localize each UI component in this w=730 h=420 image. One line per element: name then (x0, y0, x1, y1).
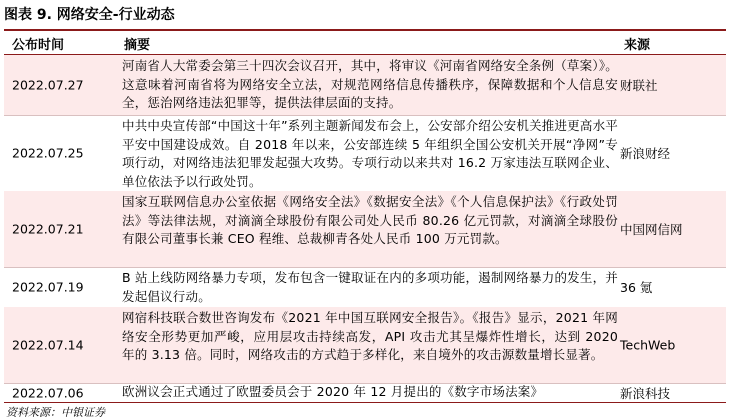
row-date: 2022.07.19 (12, 279, 84, 295)
bottom-rule (4, 402, 726, 403)
table-row (4, 267, 726, 308)
source-footnote: 资料来源：中银证券 (6, 406, 105, 419)
column-header-summary: 摘要 (124, 38, 151, 53)
column-header-date: 公布时间 (12, 38, 65, 53)
row-date: 2022.07.14 (12, 337, 84, 353)
table-row (4, 55, 726, 116)
row-summary: 中共中央宣传部“中国这十年”系列主题新闻发布会上，公安部介绍公安机关推进更高水平平安中国建设成效。自 2018 年以来，公安部连续 5 年组织全国公安机关开展“净网”专项行动，对网络违法犯罪发起强大攻势。专项行动以来共对 16.2 万家违法互联网企业、单位依法予以行政处罚。 (122, 118, 618, 189)
row-date: 2022.07.25 (12, 145, 84, 161)
table-header (4, 31, 726, 53)
row-summary: 欧洲议会正式通过了欧盟委员会于 2020 年 12 月提出的《数字市场法案》 (122, 384, 544, 399)
table-row (4, 115, 726, 192)
row-summary: 河南省人大常委会第三十四次会议召开，其中，将审议《河南省网络安全条例（草案）》。这意味着河南省将为网络安全立法，对规范网络信息传播秩序，保障数据和个人信息安全，惩治网络违法犯罪等，提供法律层面的支持。 (122, 58, 618, 110)
row-date: 2022.07.06 (12, 385, 84, 400)
table-row (4, 191, 726, 268)
row-source: TechWeb (620, 337, 676, 353)
column-header-source: 来源 (624, 38, 651, 53)
row-source: 36 氪 (620, 280, 653, 295)
row-date: 2022.07.27 (12, 77, 84, 93)
table-title: 图表 9. 网络安全-行业动态 (4, 7, 175, 23)
row-source: 新浪财经 (620, 146, 671, 161)
row-source: 新浪科技 (620, 385, 671, 401)
row-summary: 国家互联网信息办公室依据《网络安全法》《数据安全法》《个人信息保护法》《行政处罚法》等法律法规，对滴滴全球股份有限公司处人民币 80.26 亿元罚款，对滴滴全球股份有限公司董事长兼 CEO 程维、总裁柳青各处人民币 100 万元罚款。 (122, 194, 618, 246)
row-source: 中国网信网 (620, 222, 683, 237)
table-row (4, 307, 726, 384)
table-row (4, 383, 726, 402)
row-date: 2022.07.21 (12, 221, 84, 237)
row-summary: B 站上线防网络暴力专项，发布包含一键取证在内的多项功能，遏制网络暴力的发生，并发起倡议行动。 (122, 270, 618, 304)
row-source: 财联社 (620, 78, 658, 93)
row-summary: 网宿科技联合数世咨询发布《2021 年中国互联网安全报告》。《报告》显示，2021 年网络安全形势更加严峻，应用层攻击持续高发，API 攻击尤其呈爆炸性增长，达到 2020 年的 3.13 倍。同时，网络攻击的方式趋于多样化，来自境外的攻击源数量增长显著。 (122, 310, 618, 362)
